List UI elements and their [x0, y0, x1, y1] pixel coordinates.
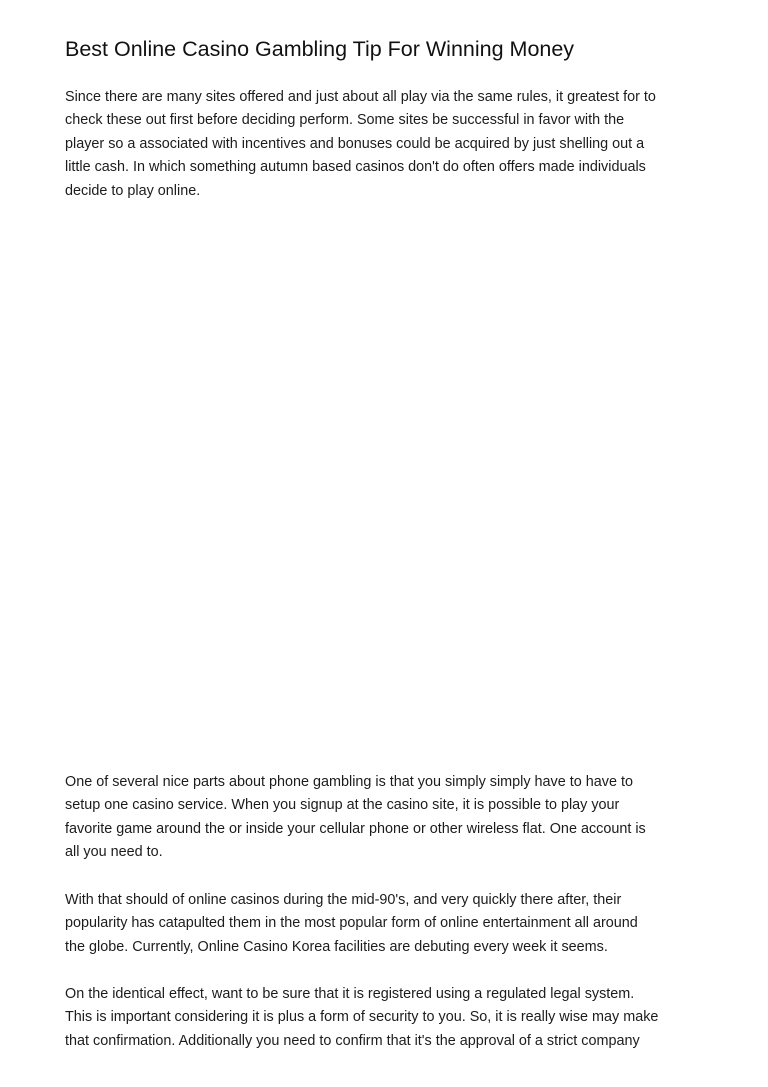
paragraph-line: With that should of online casinos during the mid-90's, and very quickly there after, their — [65, 892, 622, 908]
paragraph-line: setup one casino service. When you signup at the casino site, it is possible to play your — [65, 797, 620, 814]
paragraph-line: that confirmation. Additionally you need to confirm that it's the approval of a strict company — [65, 1032, 640, 1049]
paragraph-line: favorite game around the or inside your cellular phone or other wireless flat. One account is — [65, 820, 646, 837]
paragraph-line: decide to play online. — [65, 182, 201, 199]
paragraph-line: little cash. In which something autumn based casinos don't do often offers made individuals — [65, 159, 646, 176]
paragraph-line: check these out first before deciding perform. Some sites be successful in favor with the — [65, 112, 625, 129]
paragraph-1 — [65, 86, 713, 203]
paragraph-line: This is important considering it is plus a form of security to you. So, it is really wise may make — [65, 1009, 659, 1026]
paragraph-3 — [65, 889, 713, 959]
paragraph-4 — [65, 983, 713, 1053]
paragraph-line: the globe. Currently, Online Casino Korea facilities are debuting every week it seems. — [65, 938, 608, 955]
document-title: Best Online Casino Gambling Tip For Winning Money — [65, 37, 575, 61]
paragraph-line: popularity has catapulted them in the most popular form of online entertainment all around — [65, 915, 638, 932]
paragraph-line: player so a associated with incentives and bonuses could be acquired by just shelling out a — [65, 135, 645, 152]
paragraph-line: Since there are many sites offered and just about all play via the same rules, it greatest for to — [65, 89, 656, 105]
paragraph-2 — [65, 771, 713, 865]
paragraph-line: One of several nice parts about phone gambling is that you simply simply have to have to — [65, 774, 633, 790]
paragraph-line: all you need to. — [65, 844, 163, 861]
paragraph-line: On the identical effect, want to be sure that it is registered using a regulated legal system. — [65, 986, 635, 1002]
